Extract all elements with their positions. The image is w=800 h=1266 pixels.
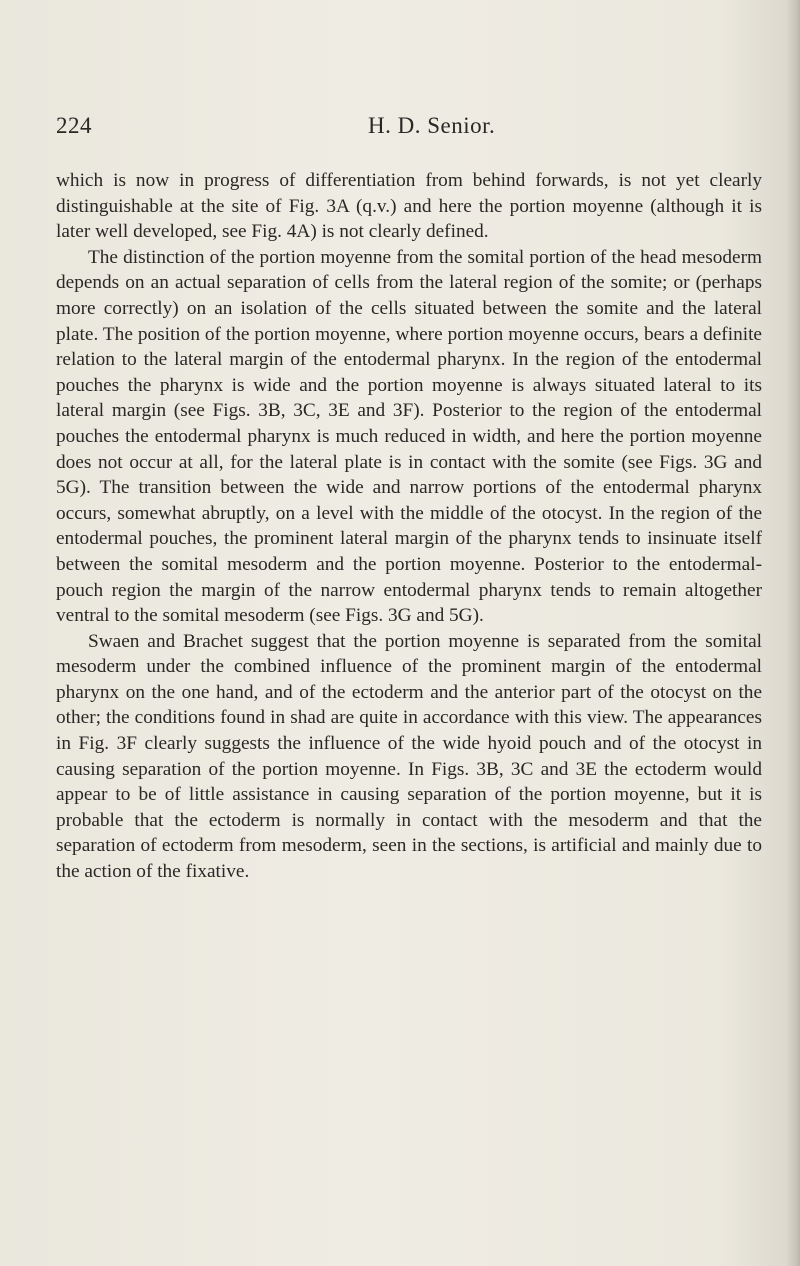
body-text (56, 168, 762, 885)
paragraph-portion-moyenne: The distinction of the portion moyenne from the somital portion of the head mesoderm depends on an actual separation of cells from the lateral region of the somite; or (perhaps more correctly) on an isolation of the cells situated between the somite and the lateral plate. The position of the portion moyenne, where portion moyenne occurs, bears a definite relation to the lateral margin of the entodermal pharynx. In the region of the entodermal pouches the pharynx is wide and the portion moyenne is always situated lateral to its lateral margin (see Figs. 3B, 3C, 3E and 3F). Posterior to the region of the entodermal pouches the entodermal pharynx is much reduced in width, and here the portion moyenne does not occur at all, for the lateral plate is in contact with the somite (see Figs. 3G and 5G). The transition between the wide and narrow portions of the entodermal pharynx occurs, somewhat abruptly, on a level with the middle of the otocyst. In the region of the entodermal pouches, the prominent lateral margin of the pharynx tends to insinuate itself between the somital mesoderm and the portion moyenne. Posterior to the entodermal-pouch region the margin of the narrow entodermal pharynx tends to remain altogether ventral to the somital mesoderm (see Figs. 3G and 5G). (56, 246, 762, 627)
paragraph-continued: which is now in progress of differentiation from behind forwards, is not yet clearly distinguishable at the site of Fig. 3A (q.v.) and here the portion moyenne (although it is later well developed, see Fig. 4A) is not clearly defined. (56, 170, 762, 243)
page-number: 224 (56, 113, 92, 138)
page-header (56, 113, 766, 149)
paragraph-swaen-brachet: Swaen and Brachet suggest that the portion moyenne is separated from the somital mesoderm under the combined influence of the prominent margin of the entodermal pharynx on the one hand, and of the ectoderm and the anterior part of the otocyst on the other; the conditions found in shad are quite in accordance with this view. The appearances in Fig. 3F clearly suggests the influence of the wide hyoid pouch and of the otocyst in causing separation of the portion moyenne. In Figs. 3B, 3C and 3E the ectoderm would appear to be of little assistance in causing separation of the portion moyenne, but it is probable that the ectoderm is normally in contact with the mesoderm and that the separation of ectoderm from mesoderm, seen in the sections, is artificial and mainly due to the action of the fixative. (56, 630, 762, 883)
running-head: H. D. Senior. (368, 113, 496, 138)
page-edge-shadow (786, 0, 800, 1266)
